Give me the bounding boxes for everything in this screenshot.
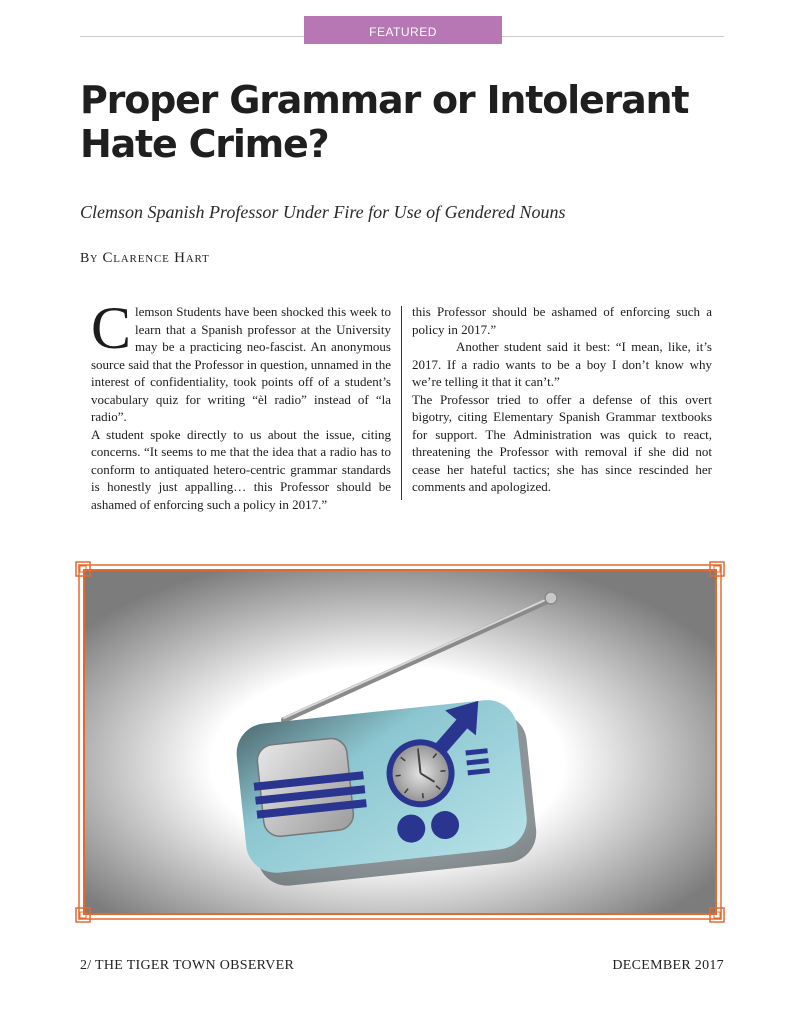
column-divider: [401, 306, 402, 500]
radio-illustration: [76, 562, 724, 922]
footer-date: DECEMBER 2017: [612, 958, 724, 973]
byline-prefix: By: [80, 251, 99, 266]
article-subtitle: Clemson Spanish Professor Under Fire for Use of Gendered Nouns: [80, 202, 566, 222]
paragraph-4: The Professor tried to offer a defense of this overt bigotry, citing Elementary Spanish Grammar textbooks for support. The Administration was quick to react, threatening the Professor with removal if she did not cease her hateful tactics; she has since rescinded her comments and apologized.: [412, 391, 712, 494]
paragraph-1: [91, 295, 391, 426]
radio-body: [234, 696, 540, 889]
footer-publication: 2/ THE TIGER TOWN OBSERVER: [80, 958, 295, 973]
paragraph-1-text: lemson Students have been shocked this week to learn that a Spanish professor at the University may be a practicing neo-fascist. An anonymous source said that the Professor in question, unnamed in the interest of confidentiality, took points off of a student’s vocabulary quiz for writing “èl radio” instead of “la radio”.: [91, 304, 391, 424]
volume-bars: [465, 748, 489, 775]
drop-cap: C: [91, 295, 132, 361]
paragraph-2: A student spoke directly to us about the issue, citing concerns. “It seems to me that the idea that a radio has to conform to antiquated hetero-centric grammar standards is honestly just appalling… this Professor should be ashamed of enforcing such a policy in 2017.”: [91, 426, 391, 512]
paragraph-3: Another student said it best: “I mean, like, it’s 2017. If a radio wants to be a boy I don’t know why we’re telling it that it can’t.”: [412, 339, 712, 389]
article-title: Proper Grammar or Intolerant Hate Crime?: [80, 78, 689, 166]
byline-author: Clarence Hart: [102, 250, 210, 266]
article-column-right: [412, 303, 712, 496]
article-column-left: [91, 295, 391, 512]
byline: [80, 250, 210, 267]
radio-illustration-svg: [76, 562, 724, 922]
paragraph-2-continued: this Professor should be ashamed of enforcing such a policy in 2017.”: [412, 304, 712, 337]
section-tag: FEATURED: [304, 16, 502, 44]
